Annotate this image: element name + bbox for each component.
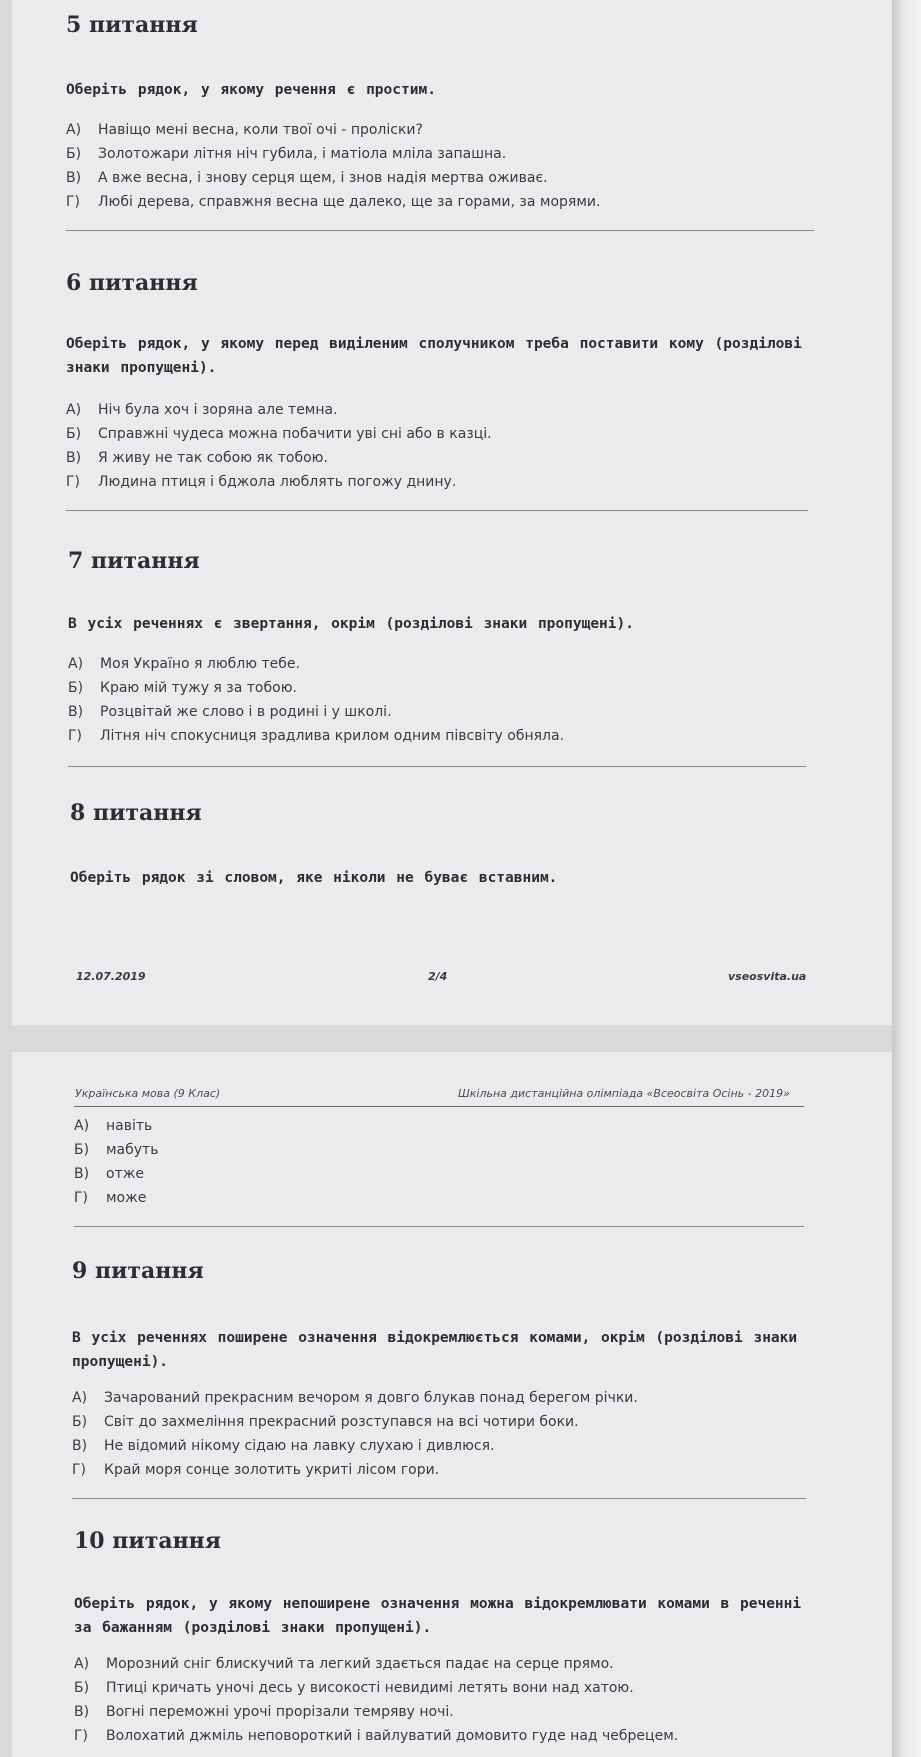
option-text: навіть	[106, 1118, 153, 1134]
option-text: Я живу не так собою як тобою.	[98, 450, 328, 466]
answer-options	[66, 118, 600, 214]
option-letter: А)	[74, 1118, 90, 1134]
option-letter: Г)	[68, 728, 82, 744]
answer-option[interactable]	[66, 470, 492, 494]
header-subject: Українська мова (9 Клас)	[75, 1087, 221, 1100]
answer-option[interactable]	[74, 1186, 158, 1210]
question-text: Оберіть рядок, у якому речення є простим.	[66, 82, 436, 98]
option-text: Волохатий джміль неповороткий і вайлуватий домовито гуде над чебрецем.	[106, 1728, 679, 1744]
answer-option[interactable]	[68, 652, 564, 676]
question-title: 7 питання	[68, 548, 200, 574]
answer-option[interactable]	[66, 166, 600, 190]
option-letter: Г)	[66, 474, 80, 490]
option-text: Літня ніч спокусниця зрадлива крилом одним півсвіту обняла.	[100, 728, 565, 744]
option-text: Краю мій тужу я за тобою.	[100, 680, 297, 696]
section-divider	[66, 510, 808, 511]
option-text: мабуть	[106, 1142, 159, 1158]
option-text: Любі дерева, справжня весна ще далеко, ще за горами, за морями.	[98, 194, 601, 210]
option-letter: А)	[66, 122, 82, 138]
option-text: Ніч була хоч і зоряна але темна.	[98, 402, 338, 418]
option-text: Моя Україно я люблю тебе.	[100, 656, 300, 672]
answer-options	[66, 398, 492, 494]
answer-option[interactable]	[74, 1652, 678, 1676]
question-10	[74, 1528, 834, 1744]
option-letter: Б)	[74, 1142, 90, 1158]
option-text: Розцвітай же слово і в родині і у школі.	[100, 704, 392, 720]
question-title: 9 питання	[72, 1258, 204, 1284]
answer-option[interactable]	[74, 1114, 158, 1138]
question-text: Оберіть рядок зі словом, яке ніколи не буває вставним.	[70, 870, 558, 886]
option-letter: В)	[72, 1438, 88, 1454]
option-letter: Г)	[66, 194, 80, 210]
answer-options	[74, 1114, 158, 1210]
question-title: 5 питання	[66, 12, 198, 38]
answer-option[interactable]	[66, 446, 492, 470]
answer-option[interactable]	[68, 676, 564, 700]
option-letter: В)	[66, 450, 82, 466]
option-letter: Б)	[72, 1414, 88, 1430]
answer-options	[68, 652, 564, 748]
answer-option[interactable]	[72, 1434, 638, 1458]
footer-page-number: 2/4	[428, 970, 448, 983]
option-text: Край моря сонце золотить укриті лісом гори.	[104, 1462, 440, 1478]
header-olympiad: Шкільна дистанційна олімпіада «Всеосвіта Осінь - 2019»	[458, 1087, 790, 1100]
option-text: Вогні переможні урочі прорізали темряву ночі.	[106, 1704, 454, 1720]
footer-date: 12.07.2019	[76, 970, 146, 983]
option-text: Золотожари літня ніч губила, і матіола мліла запашна.	[98, 146, 507, 162]
option-text: отже	[106, 1166, 144, 1182]
option-text: Світ до захмеління прекрасний розступався на всі чотири боки.	[104, 1414, 579, 1430]
option-text: Зачарований прекрасним вечором я довго блукав понад берегом річки.	[104, 1390, 638, 1406]
section-divider	[72, 1498, 806, 1499]
answer-option[interactable]	[68, 700, 564, 724]
window-edge	[892, 0, 921, 1757]
answer-option[interactable]	[66, 398, 492, 422]
answer-option[interactable]	[72, 1458, 638, 1482]
question-text: В усіх реченнях поширене означення відокремлюється комами, окрім (розділові знаки пропущені).	[72, 1330, 798, 1370]
answer-option[interactable]	[74, 1138, 158, 1162]
option-letter: В)	[74, 1166, 90, 1182]
option-text: Людина птиця і бджола люблять погожу днину.	[98, 474, 457, 490]
option-text: Навіщо мені весна, коли твої очі - проліски?	[98, 122, 423, 138]
option-text: А вже весна, і знову серця щем, і знов надія мертва оживає.	[98, 170, 548, 186]
question-title: 8 питання	[70, 800, 202, 826]
answer-option[interactable]	[66, 422, 492, 446]
option-letter: В)	[74, 1704, 90, 1720]
question-6	[66, 270, 826, 490]
footer-site: vseosvita.ua	[728, 970, 807, 983]
option-letter: Г)	[74, 1190, 88, 1206]
option-letter: А)	[66, 402, 82, 418]
question-text: Оберіть рядок, у якому непоширене означення можна відокремлювати комами в реченні за бажанням (розділові знаки пропущені).	[74, 1596, 802, 1636]
question-title: 10 питання	[74, 1528, 222, 1554]
question-text: Оберіть рядок, у якому перед виділеним сполучником треба поставити кому (розділові знаки пропущені).	[66, 336, 802, 376]
option-text: може	[106, 1190, 147, 1206]
option-letter: А)	[74, 1656, 90, 1672]
option-letter: Б)	[66, 146, 82, 162]
answer-option[interactable]	[74, 1676, 678, 1700]
header-divider	[74, 1106, 804, 1107]
option-text: Не відомий нікому сідаю на лавку слухаю і дивлюся.	[104, 1438, 495, 1454]
answer-option[interactable]	[74, 1724, 678, 1748]
question-8	[70, 800, 830, 886]
question-7	[68, 548, 828, 744]
answer-option[interactable]	[66, 190, 600, 214]
option-letter: Г)	[74, 1728, 88, 1744]
answer-option[interactable]	[72, 1410, 638, 1434]
answer-options	[72, 1386, 638, 1482]
option-letter: В)	[68, 704, 84, 720]
question-9	[72, 1258, 832, 1478]
answer-option[interactable]	[66, 142, 600, 166]
option-letter: А)	[68, 656, 84, 672]
option-letter: Б)	[68, 680, 84, 696]
answer-option[interactable]	[66, 118, 600, 142]
section-divider	[68, 766, 806, 767]
option-letter: Б)	[66, 426, 82, 442]
question-title: 6 питання	[66, 270, 198, 296]
question-text: В усіх реченнях є звертання, окрім (розділові знаки пропущені).	[68, 616, 634, 632]
section-divider	[66, 230, 814, 231]
answer-options	[74, 1652, 678, 1748]
option-letter: А)	[72, 1390, 88, 1406]
section-divider	[74, 1226, 804, 1227]
option-text: Птиці кричать уночі десь у високості невидимі летять вони над хатою.	[106, 1680, 634, 1696]
answer-option[interactable]	[68, 724, 564, 748]
answer-option[interactable]	[74, 1162, 158, 1186]
question-5	[66, 12, 826, 210]
option-letter: Б)	[74, 1680, 90, 1696]
answer-option[interactable]	[74, 1700, 678, 1724]
option-letter: Г)	[72, 1462, 86, 1478]
option-text: Морозний сніг блискучий та легкий здається падає на серце прямо.	[106, 1656, 614, 1672]
answer-option[interactable]	[72, 1386, 638, 1410]
option-text: Справжні чудеса можна побачити уві сні або в казці.	[98, 426, 492, 442]
option-letter: В)	[66, 170, 82, 186]
